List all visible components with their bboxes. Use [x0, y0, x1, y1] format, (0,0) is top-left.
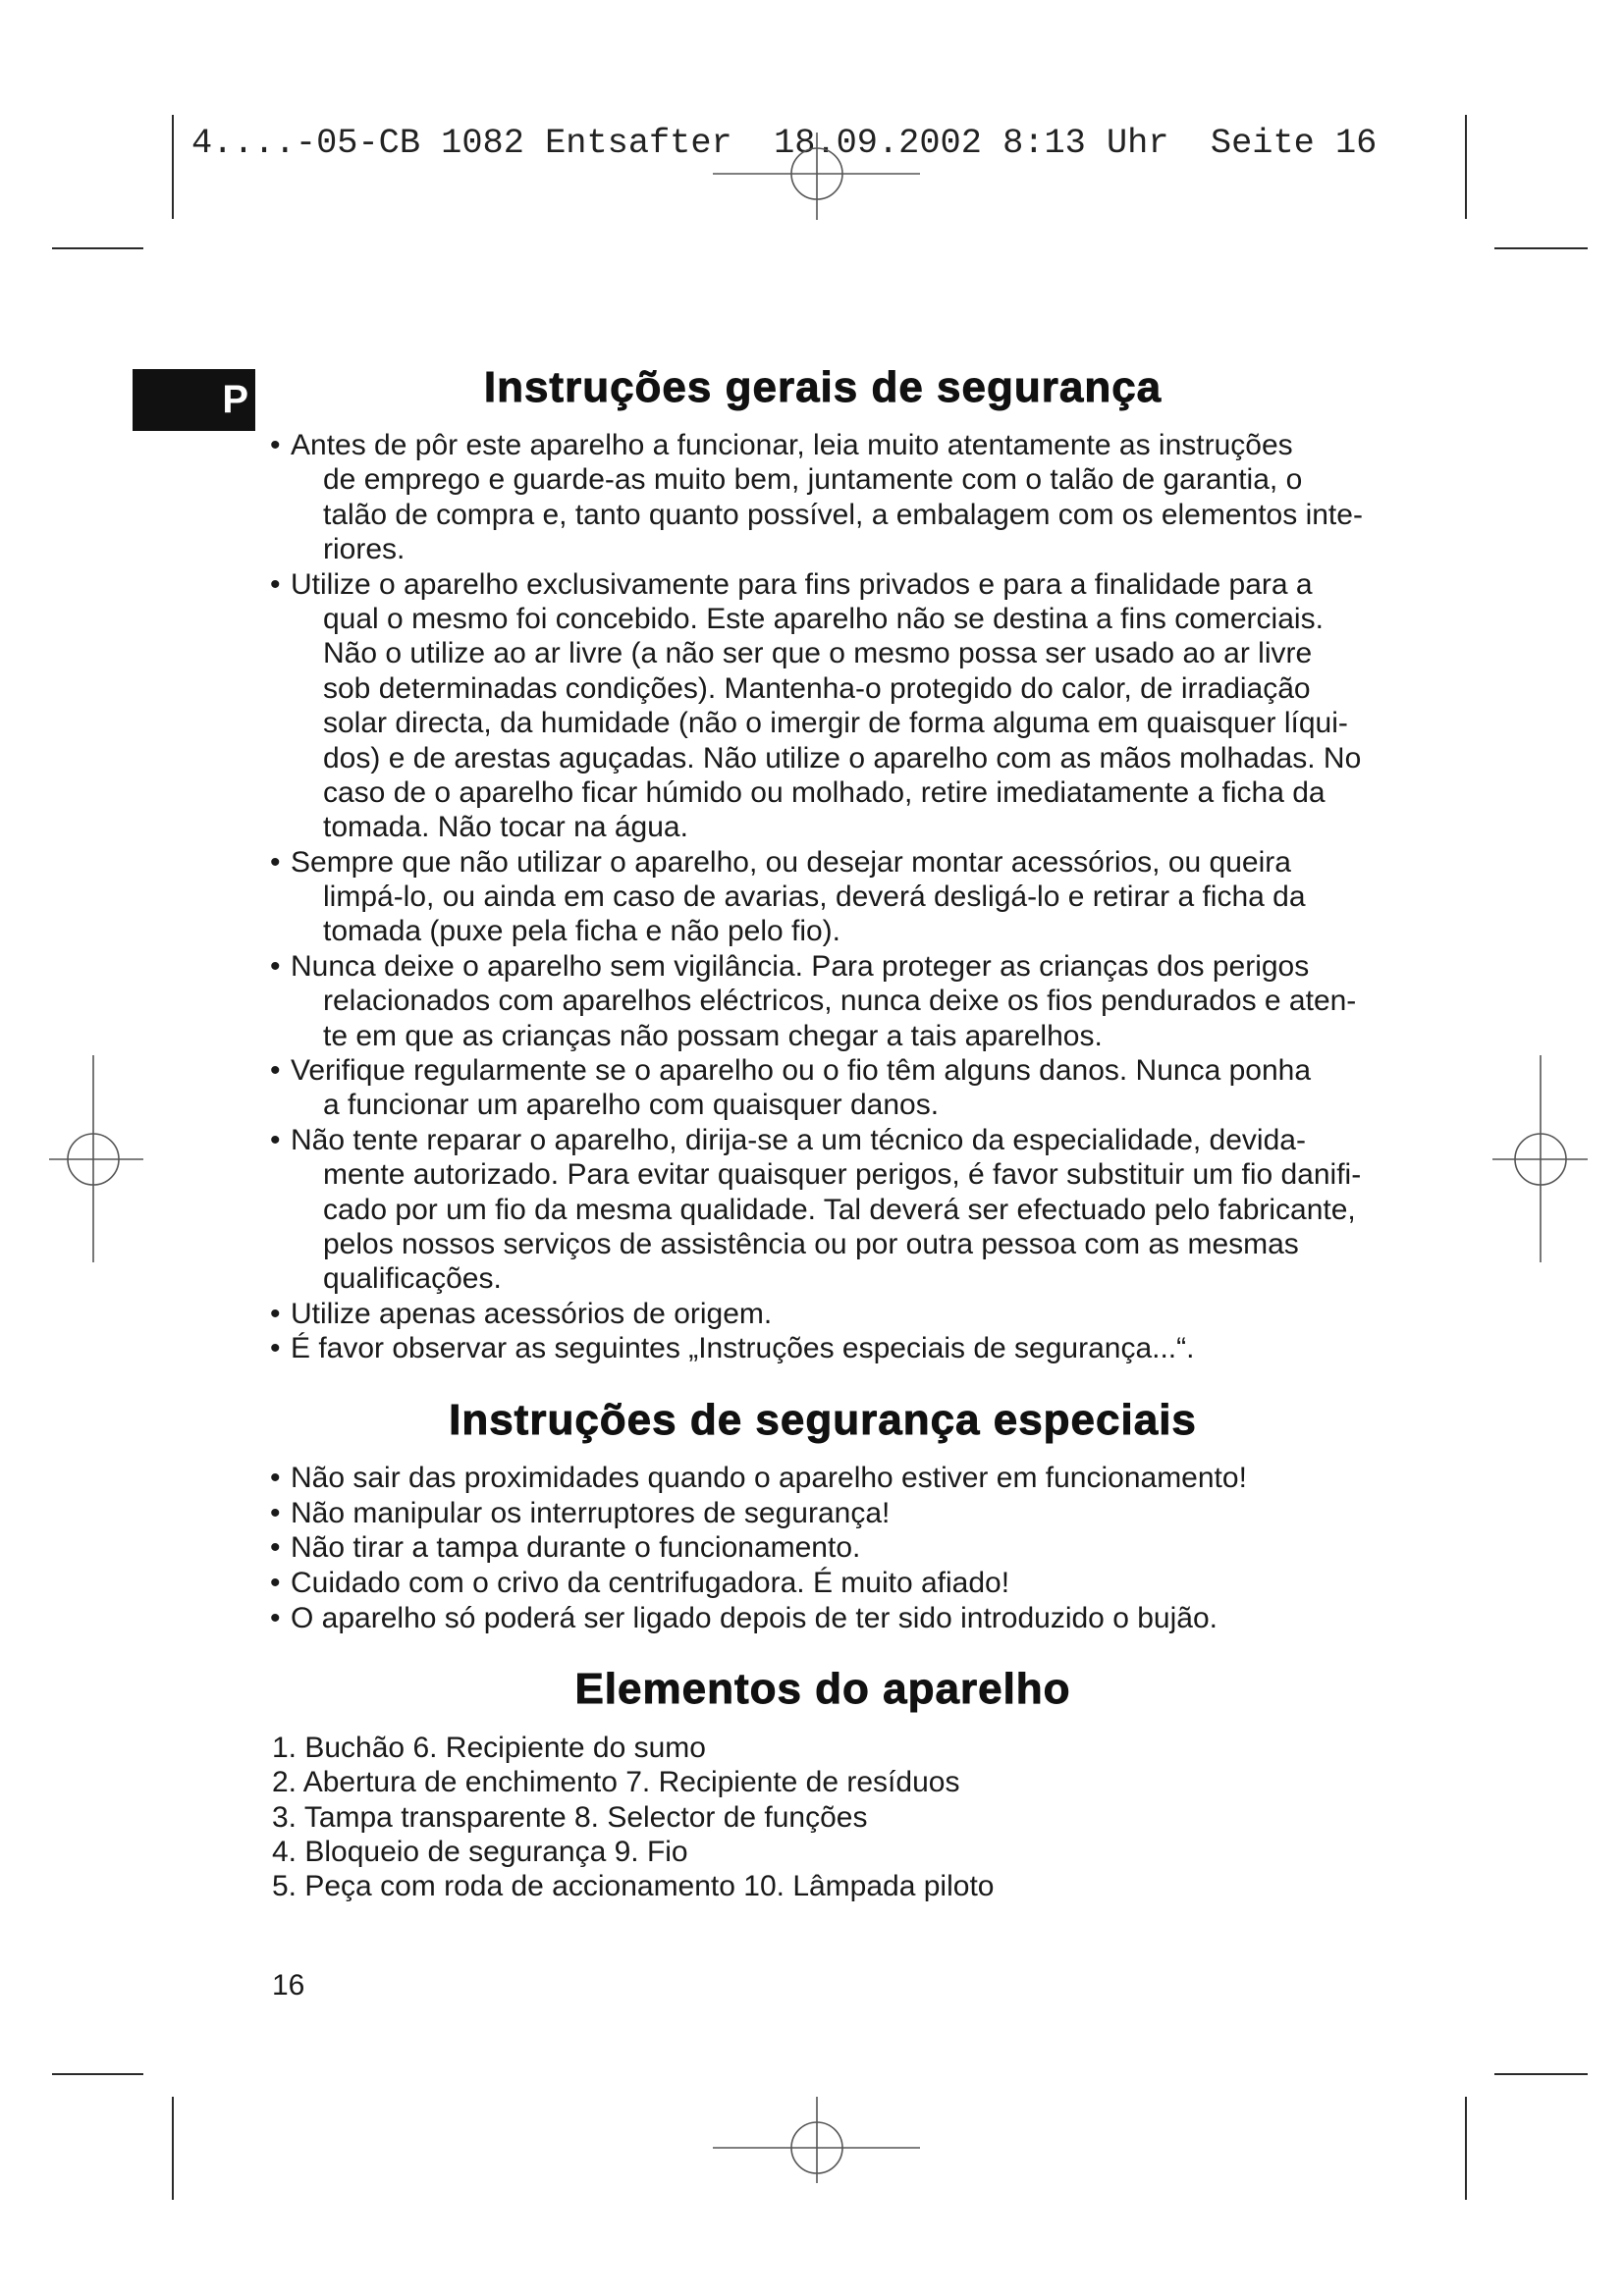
bullet-marker: •	[270, 949, 281, 983]
bullet-line: de emprego e guarde-as muito bem, juntamente com o talão de garantia, o	[323, 463, 1303, 497]
bullet-line: riores.	[323, 533, 406, 566]
bullet-text: Utilize apenas acessórios de origem.	[291, 1297, 773, 1330]
bullet-text: Não manipular os interruptores de segurança!	[291, 1496, 891, 1529]
bullet-item	[270, 1123, 1363, 1297]
bullet-marker: •	[270, 1054, 281, 1088]
general-safety-list	[270, 428, 1363, 1366]
bullet-line	[270, 1297, 1363, 1331]
bullet-item	[270, 845, 1363, 949]
bullet-line: dos) e de arestas aguçadas. Não utilize o aparelho com as mãos molhadas. No	[323, 741, 1362, 774]
bullet-item	[270, 1496, 1247, 1531]
special-safety-list	[270, 1461, 1247, 1635]
bullet-line: pelos nossos serviços de assistência ou por outra pessoa com as mesmas	[323, 1227, 1299, 1260]
parts-list-item: 4. Bloqueio de segurança 9. Fio	[272, 1835, 688, 1868]
bullet-text: É favor observar as seguintes „Instruções especiais de segurança...“.	[291, 1332, 1195, 1365]
bullet-item	[270, 1601, 1247, 1636]
bullet-text: Sempre que não utilizar o aparelho, ou desejar montar acessórios, ou queira	[291, 845, 1291, 879]
bullet-item	[270, 1461, 1247, 1496]
bullet-line: relacionados com aparelhos eléctricos, nunca deixe os fios pendurados e aten-	[323, 985, 1357, 1018]
registration-circle	[68, 1134, 119, 1185]
bullet-line	[270, 845, 1363, 880]
bullet-line	[270, 1053, 1363, 1088]
bullet-line: tomada. Não tocar na água.	[323, 811, 688, 844]
bullet-line	[270, 949, 1363, 984]
parts-list-item: 1. Buchão 6. Recipiente do sumo	[272, 1732, 706, 1764]
bullet-item	[270, 567, 1363, 845]
bullet-text: Verifique regularmente se o aparelho ou o fio têm alguns danos. Nunca ponha	[291, 1054, 1312, 1088]
bullet-line: a funcionar um aparelho com quaisquer danos.	[323, 1089, 940, 1122]
bullet-marker: •	[270, 1123, 281, 1156]
bullet-marker: •	[270, 1332, 281, 1365]
bullet-marker: •	[270, 1601, 281, 1634]
bullet-item	[270, 1530, 1247, 1566]
bullet-line: caso de o aparelho ficar húmido ou molhado, retire imediatamente a ficha da	[323, 775, 1326, 809]
bullet-line: cado por um fio da mesma qualidade. Tal deverá ser efectuado pelo fabricante,	[323, 1193, 1356, 1226]
bullet-marker: •	[270, 1567, 281, 1600]
bullet-item	[270, 1331, 1363, 1365]
language-tab	[133, 369, 255, 431]
bullet-text: Cuidado com o crivo da centrifugadora. É muito afiado!	[291, 1567, 1010, 1600]
bullet-line	[270, 567, 1363, 602]
registration-mark-bottom	[713, 2097, 920, 2183]
bullet-line: mente autorizado. Para evitar quaisquer perigos, é favor substituir um fio danifi-	[323, 1158, 1362, 1192]
bullet-text: Não tirar a tampa durante o funcionamento.	[291, 1531, 861, 1565]
bullet-line: qual o mesmo foi concebido. Este aparelho não se destina a fins comerciais.	[323, 602, 1324, 635]
section-title-appliance-parts: Elementos do aparelho	[574, 1665, 1071, 1713]
language-tab-label: P	[222, 378, 248, 421]
bullet-item	[270, 1297, 1363, 1331]
bullet-marker: •	[270, 1531, 281, 1565]
bullet-line: limpá-lo, ou ainda em caso de avarias, deverá desligá-lo e retirar a ficha da	[323, 881, 1306, 914]
registration-mark-left	[49, 1055, 143, 1262]
parts-list-item: 3. Tampa transparente 8. Selector de funções	[272, 1800, 868, 1834]
section-title-general-safety: Instruções gerais de segurança	[483, 363, 1163, 411]
appliance-parts-list	[270, 1731, 994, 1903]
bullet-text: Nunca deixe o aparelho sem vigilância. Para proteger as crianças dos perigos	[291, 949, 1310, 983]
registration-circle	[791, 2122, 842, 2173]
bullet-item	[270, 1566, 1247, 1601]
page-number: 16	[272, 1969, 305, 2002]
bullet-line: talão de compra e, tanto quanto possível, a embalagem com os elementos inte-	[323, 498, 1363, 531]
bullet-line	[270, 1123, 1363, 1157]
bullet-marker: •	[270, 845, 281, 879]
parts-list-item: 5. Peça com roda de accionamento 10. Lâmpada piloto	[272, 1870, 995, 1903]
bullet-line	[270, 428, 1363, 462]
bullet-text: Não tente reparar o aparelho, dirija-se a um técnico da especialidade, devida-	[291, 1123, 1306, 1156]
bullet-marker: •	[270, 567, 281, 601]
print-slug: 4....-05-CB 1082 Entsafter 18.09.2002 8:13 Uhr Seite 16	[191, 124, 1378, 163]
bullet-line: solar directa, da humidade (não o imergir de forma alguma em quaisquer líqui-	[323, 707, 1348, 740]
bullet-marker: •	[270, 1462, 281, 1494]
bullet-text: Utilize o aparelho exclusivamente para fins privados e para a finalidade para a	[291, 567, 1313, 601]
section-title-special-safety: Instruções de segurança especiais	[449, 1396, 1197, 1444]
bullet-line: Não o utilize ao ar livre (a não ser que o mesmo possa ser usado ao ar livre	[323, 637, 1313, 670]
bullet-line: sob determinadas condições). Mantenha-o protegido do calor, de irradiação	[323, 671, 1311, 705]
bullet-marker: •	[270, 429, 281, 461]
registration-circle	[1515, 1134, 1566, 1185]
bullet-item	[270, 428, 1363, 567]
bullet-line: qualificações.	[323, 1262, 502, 1296]
bullet-line	[270, 1331, 1363, 1365]
bullet-marker: •	[270, 1297, 281, 1330]
bullet-item	[270, 949, 1363, 1053]
registration-mark-right	[1492, 1055, 1588, 1262]
bullet-line: tomada (puxe pela ficha e não pelo fio).	[323, 915, 841, 948]
parts-list-item: 2. Abertura de enchimento 7. Recipiente de resíduos	[272, 1766, 960, 1799]
bullet-text: O aparelho só poderá ser ligado depois de ter sido introduzido o bujão.	[291, 1601, 1218, 1634]
bullet-marker: •	[270, 1496, 281, 1529]
bullet-text: Antes de pôr este aparelho a funcionar, leia muito atentamente as instruções	[291, 429, 1293, 461]
bullet-item	[270, 1053, 1363, 1123]
bullet-line: te em que as crianças não possam chegar a tais aparelhos.	[323, 1019, 1103, 1052]
bullet-text: Não sair das proximidades quando o aparelho estiver em funcionamento!	[291, 1462, 1247, 1494]
